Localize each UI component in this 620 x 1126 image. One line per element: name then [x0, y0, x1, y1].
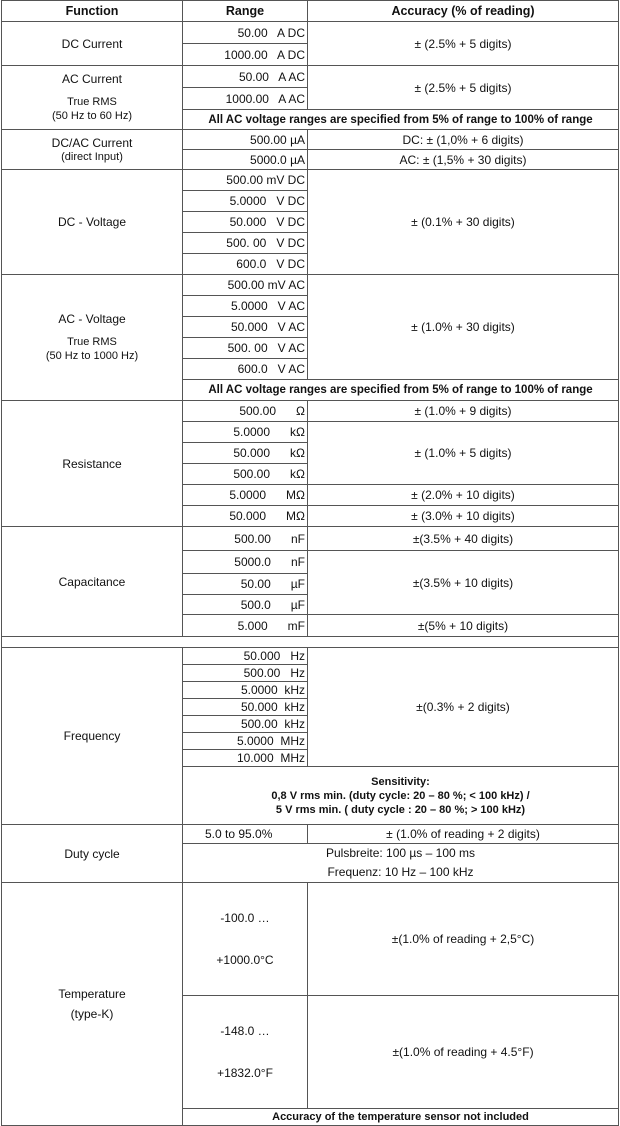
accuracy-cell: ± (2.5% + 5 digits): [308, 66, 619, 110]
header-function: Function: [2, 1, 183, 22]
range-cell: 50.00 A DC: [183, 22, 308, 44]
accuracy-cell: ± (0.1% + 30 digits): [308, 170, 619, 275]
accuracy-cell: ± (1.0% of reading + 2 digits): [308, 825, 619, 844]
accuracy-cell: ±(0.3% + 2 digits): [308, 648, 619, 767]
range-cell: 500.00 kHz: [183, 716, 308, 733]
temperature-label: [2, 883, 183, 1126]
range-cell: 1000.00 A AC: [183, 88, 308, 110]
accuracy-cell: ±(5% + 10 digits): [308, 615, 619, 637]
range-cell: 50.000 kHz: [183, 699, 308, 716]
range-cell: 10.000 MHz: [183, 750, 308, 767]
range-cell: 600.0 V DC: [183, 254, 308, 275]
dc-voltage-row: [2, 170, 619, 191]
range-cell: 500. 00 V DC: [183, 233, 308, 254]
range-cell: 50.000 V AC: [183, 317, 308, 338]
accuracy-cell: ± (1.0% + 9 digits): [308, 401, 619, 422]
ac-current-name: AC Current: [61, 72, 123, 86]
sensitivity-title: Sensitivity:: [371, 775, 430, 788]
range-cell: 500.00 Ω: [183, 401, 308, 422]
range-cell: 5.000 mF: [183, 615, 308, 637]
ac-voltage-sub2: (50 Hz to 1000 Hz): [45, 350, 139, 362]
ac-voltage-sub1: True RMS: [67, 336, 117, 348]
capacitance-row: [2, 527, 619, 551]
range-cell: 500.0 µF: [183, 595, 308, 615]
range-cell: 50.000 Hz: [183, 648, 308, 665]
ac-voltage-note: All AC voltage ranges are specified from 5% of range to 100% of range: [183, 380, 619, 401]
range-cell: 50.000 MΩ: [183, 506, 308, 527]
range-cell: 5.0000 kΩ: [183, 422, 308, 443]
sensitivity-line: 5 V rms min. ( duty cycle : 20 – 80 %; > 100 kHz): [275, 803, 526, 816]
range-cell: 600.0 V AC: [183, 359, 308, 380]
temp-range-high: +1832.0°F: [217, 1066, 273, 1080]
duty-cycle-label: Duty cycle: [2, 825, 183, 883]
duty-cycle-info: [183, 844, 619, 883]
spec-table: [1, 0, 619, 1126]
accuracy-cell: ±(1.0% of reading + 2,5°C): [308, 883, 619, 996]
dcac-current-label: [2, 130, 183, 170]
temperature-note: Accuracy of the temperature sensor not included: [183, 1109, 619, 1126]
range-cell: 500.00 µA: [183, 130, 308, 150]
resistance-label: Resistance: [2, 401, 183, 527]
temp-range-low: -100.0 …: [220, 911, 270, 925]
temperature-row: [2, 883, 619, 996]
range-cell: 5000.0 nF: [183, 551, 308, 574]
range-cell: 50.000 V DC: [183, 212, 308, 233]
accuracy-cell: ± (1.0% + 5 digits): [308, 422, 619, 485]
range-cell: 500.00 nF: [183, 527, 308, 551]
accuracy-cell: ± (1.0% + 30 digits): [308, 275, 619, 380]
range-cell: [183, 883, 308, 996]
temp-range-high: +1000.0°C: [216, 953, 274, 967]
range-cell: 500.00 mV DC: [183, 170, 308, 191]
accuracy-cell: ±(1.0% of reading + 4.5°F): [308, 996, 619, 1109]
ac-voltage-label: [2, 275, 183, 401]
temp-range-low: -148.0 …: [220, 1024, 270, 1038]
range-cell: 50.000 kΩ: [183, 443, 308, 464]
temperature-sub: (type-K): [70, 1007, 114, 1021]
dcac-current-sub: (direct Input): [61, 150, 123, 163]
ac-current-note: All AC voltage ranges are specified from 5% of range to 100% of range: [183, 110, 619, 130]
frequency-label: Frequency: [2, 648, 183, 825]
frequency-sensitivity: [183, 767, 619, 825]
accuracy-cell: ± (2.0% + 10 digits): [308, 485, 619, 506]
header-row: [2, 1, 619, 22]
dcac-current-name: DC/AC Current: [51, 135, 133, 150]
range-cell: 1000.00 A DC: [183, 44, 308, 66]
frequency-range: Frequenz: 10 Hz – 100 kHz: [327, 865, 474, 879]
accuracy-cell: ±(3.5% + 40 digits): [308, 527, 619, 551]
dc-current-row: [2, 22, 619, 44]
range-cell: 500. 00 V AC: [183, 338, 308, 359]
ac-voltage-name: AC - Voltage: [58, 312, 126, 326]
range-cell: 50.00 µF: [183, 574, 308, 595]
capacitance-label: Capacitance: [2, 527, 183, 637]
temperature-name: Temperature: [58, 987, 126, 1001]
range-cell: 50.00 A AC: [183, 66, 308, 88]
range-cell: 5000.0 µA: [183, 150, 308, 170]
duty-cycle-row: [2, 825, 619, 844]
section-gap: [2, 637, 619, 648]
range-cell: 5.0 to 95.0%: [183, 825, 308, 844]
accuracy-cell: ±(3.5% + 10 digits): [308, 551, 619, 615]
resistance-row: [2, 401, 619, 422]
sensitivity-line: 0,8 V rms min. (duty cycle: 20 – 80 %; < 100 kHz) /: [271, 789, 530, 802]
header-range: Range: [183, 1, 308, 22]
dc-voltage-label: DC - Voltage: [2, 170, 183, 275]
ac-current-label: [2, 66, 183, 130]
ac-current-sub2: (50 Hz to 60 Hz): [51, 110, 133, 122]
dcac-current-row: [2, 130, 619, 150]
frequency-row: [2, 648, 619, 665]
range-cell: [183, 996, 308, 1109]
accuracy-cell: ± (2.5% + 5 digits): [308, 22, 619, 66]
range-cell: 500.00 Hz: [183, 665, 308, 682]
accuracy-cell: AC: ± (1,5% + 30 digits): [308, 150, 619, 170]
range-cell: 5.0000 V AC: [183, 296, 308, 317]
ac-voltage-row: [2, 275, 619, 296]
range-cell: 5.0000 MΩ: [183, 485, 308, 506]
pulse-width: Pulsbreite: 100 µs – 100 ms: [326, 846, 475, 860]
range-cell: 500.00 mV AC: [183, 275, 308, 296]
accuracy-cell: DC: ± (1,0% + 6 digits): [308, 130, 619, 150]
range-cell: 5.0000 MHz: [183, 733, 308, 750]
accuracy-cell: ± (3.0% + 10 digits): [308, 506, 619, 527]
dc-current-label: DC Current: [2, 22, 183, 66]
ac-current-sub1: True RMS: [67, 96, 117, 108]
range-cell: 500.00 kΩ: [183, 464, 308, 485]
range-cell: 5.0000 kHz: [183, 682, 308, 699]
ac-current-row: [2, 66, 619, 88]
header-accuracy: Accuracy (% of reading): [308, 1, 619, 22]
range-cell: 5.0000 V DC: [183, 191, 308, 212]
